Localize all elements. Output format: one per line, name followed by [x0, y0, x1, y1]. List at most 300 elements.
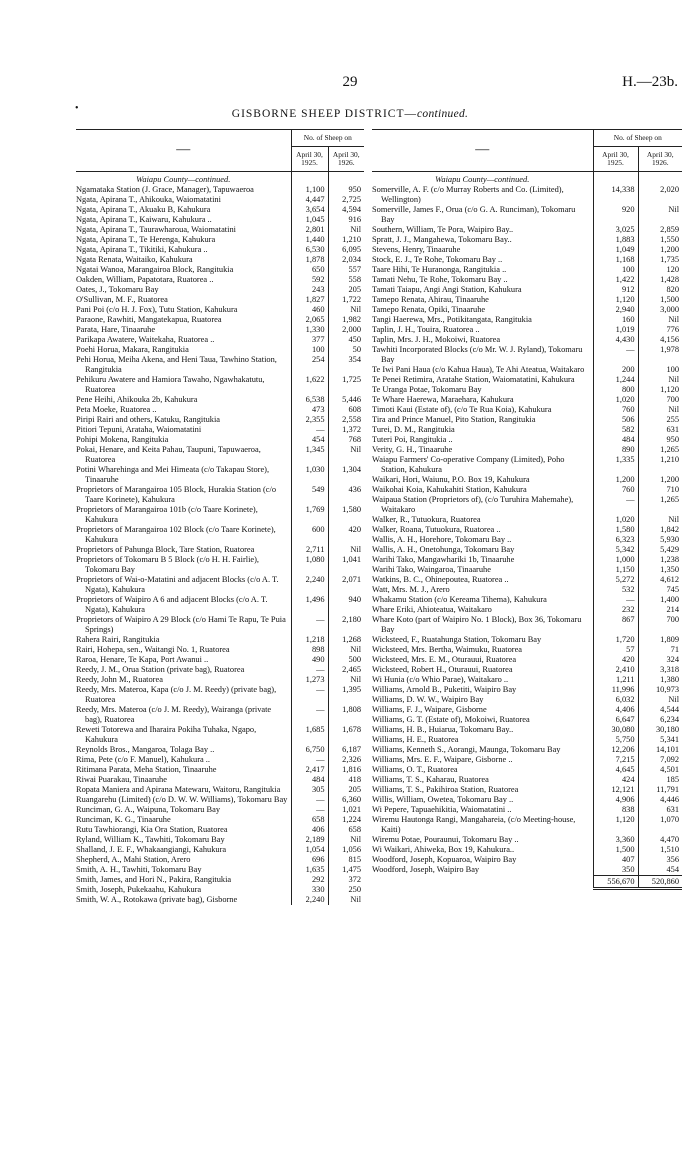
sheep-1925: 4,430 — [593, 335, 638, 345]
table-row — [76, 865, 364, 875]
sheep-1926: 185 — [638, 775, 682, 785]
sheep-1926: 10,973 — [638, 685, 682, 695]
owner-name: Proprietors of Waipiro A 6 and adjacent Blocks (c/o A. T. Ngata), Kahukura — [76, 595, 268, 614]
table-row — [372, 785, 682, 795]
sheep-1926: 5,930 — [638, 535, 682, 545]
sheep-1926: 1,510 — [638, 845, 682, 855]
sheep-1926: 1,475 — [328, 865, 364, 875]
sheep-1926: 1,120 — [638, 385, 682, 395]
sheep-1925: 200 — [593, 365, 638, 375]
owner-name: Whare Koto (part of Waipiro No. 1 Block), Box 36, Tokomaru Bay — [372, 615, 582, 634]
table-row — [372, 205, 682, 225]
sheep-1925: 3,360 — [593, 835, 638, 845]
sheep-1925: 1,878 — [291, 255, 328, 265]
table-row — [76, 395, 364, 405]
left-column — [76, 129, 364, 905]
sheep-1925: 760 — [593, 405, 638, 415]
owner-name: Tawhiti Incorporated Blocks (c/o Mr. W. J. Ryland), Tokomaru Bay — [372, 345, 583, 364]
owner-name: Waiapu Farmers' Co-operative Company (Limited), Poho Station, Kahukura — [372, 455, 565, 474]
page-title-continued: continued. — [417, 108, 469, 120]
sheep-1925: 890 — [593, 445, 638, 455]
owner-name: Pehi Horua, Meiha Akena, and Heni Taua, Tawhino Station, Rangitukia — [76, 355, 277, 374]
sheep-1925: 1,440 — [291, 235, 328, 245]
sheep-1925: 592 — [291, 275, 328, 285]
owner-name: Waikari, Hori, Waiunu, P.O. Box 19, Kahukura — [372, 475, 530, 484]
sheep-1926: Nil — [328, 835, 364, 845]
sheep-1926: Nil — [328, 305, 364, 315]
owner-name: Pani Poi (c/o H. J. Fox), Tutu Station, Kahukura — [76, 305, 238, 314]
sheep-1926: 1,041 — [328, 555, 364, 575]
sheep-1926: 631 — [638, 805, 682, 815]
sheep-1925: 1,244 — [593, 375, 638, 385]
table-row — [372, 745, 682, 755]
sheep-1926: 1,210 — [638, 455, 682, 475]
owner-name: Woodford, Joseph, Kopuaroa, Waipiro Bay — [372, 855, 517, 864]
sheep-1925: 484 — [291, 775, 328, 785]
table-row — [372, 345, 682, 365]
sheep-1925: 1,422 — [593, 275, 638, 285]
total-label-cell — [372, 876, 593, 889]
owner-name: Smith, James, and Hori N., Pakira, Rangitukia — [76, 875, 232, 884]
owner-name: Wi Hunia (c/o Whio Parae), Waitakaro .. — [372, 675, 509, 684]
sheep-1926: 916 — [328, 215, 364, 225]
sheep-1925: 1,500 — [593, 845, 638, 855]
owner-name: Somerville, James F., Orua (c/o G. A. Runciman), Tokomaru Bay — [372, 205, 576, 224]
owner-name: Proprietors of Marangairoa 101b (c/o Taare Korinete), Kahukura — [76, 505, 258, 524]
owner-name: O'Sullivan, M. F., Ruatorea — [76, 295, 168, 304]
sheep-1926: 5,446 — [328, 395, 364, 405]
sheep-1926: Nil — [638, 405, 682, 415]
table-row — [76, 325, 364, 335]
sheep-1925: 1,622 — [291, 375, 328, 395]
sheep-1926: 420 — [328, 525, 364, 545]
owner-name: Ngata, Apirana T., Kaiwaru, Kahukura .. — [76, 215, 212, 224]
owner-name: Poehi Horua, Makara, Rangitukia — [76, 345, 189, 354]
owner-name: Tamati Taiapu, Angi Angi Station, Kahukura — [372, 285, 522, 294]
sheep-1925: 658 — [291, 815, 328, 825]
owner-name: Pitiori Tepuni, Arataha, Waiomatatini — [76, 425, 202, 434]
sheep-1925: 920 — [593, 205, 638, 225]
owner-name: Wicksteed, F., Ruatahunga Station, Tokomaru Bay — [372, 635, 542, 644]
table-row — [372, 305, 682, 315]
sheep-1926: 745 — [638, 585, 682, 595]
sheep-1926: 14,101 — [638, 745, 682, 755]
owner-name: Ryland, William K., Tawhiti, Tokomaru Bay — [76, 835, 225, 844]
sheep-1925: 1,200 — [593, 475, 638, 485]
owner-name: Wiremu Hautonga Rangi, Mangahareia, (c/o Meeting-house, Kaiti) — [372, 815, 576, 834]
sheep-1925: 5,342 — [593, 545, 638, 555]
sheep-1925: 6,323 — [593, 535, 638, 545]
owner-name: Southern, William, Te Pora, Waipiro Bay.. — [372, 225, 514, 234]
owner-name: Proprietors of Marangairoa 105 Block, Hurakia Station (c/o Taare Korinete), Kahukura — [76, 485, 277, 504]
table-row — [372, 655, 682, 665]
sheep-1925: 7,215 — [593, 755, 638, 765]
sheep-1925: 760 — [593, 485, 638, 495]
table-row — [76, 355, 364, 375]
table-row — [372, 675, 682, 685]
sheep-1926: 3,000 — [638, 305, 682, 315]
owner-name: Somerville, A. F. (c/o Murray Roberts and Co. (Limited), Wellington) — [372, 185, 564, 204]
sheep-1925: 484 — [593, 435, 638, 445]
owner-name: Spratt, J. J., Mangahewa, Tokomaru Bay.. — [372, 235, 512, 244]
sheep-1925: 1,330 — [291, 325, 328, 335]
sheep-1926: 1,400 — [638, 595, 682, 605]
table-row — [76, 245, 364, 255]
table-row — [76, 665, 364, 675]
sheep-1926: 1,200 — [638, 245, 682, 255]
sheep-1925: 1,273 — [291, 675, 328, 685]
table-row — [372, 405, 682, 415]
owner-name: Oakden, William, Papatotara, Ruatorea .. — [76, 275, 214, 284]
sheep-1926: Nil — [638, 205, 682, 225]
owner-name: Walker, R., Tutuokura, Ruatorea — [372, 515, 481, 524]
table-row — [76, 235, 364, 245]
sheep-1926: 1,238 — [638, 555, 682, 565]
table-row — [76, 305, 364, 315]
sheep-1926: 7,092 — [638, 755, 682, 765]
sheep-1926: 1,500 — [638, 295, 682, 305]
owner-name: Williams, G. T. (Estate of), Mokoiwi, Ruatorea — [372, 715, 530, 724]
table-row — [372, 555, 682, 565]
sheep-1926: Nil — [638, 695, 682, 705]
left-sheep-table — [76, 129, 364, 905]
table-row — [76, 885, 364, 895]
table-row — [76, 295, 364, 305]
owner-name: Smith, Joseph, Pukekaahu, Kahukura — [76, 885, 202, 894]
sheep-1926: 1,725 — [328, 375, 364, 395]
owner-name: Williams, F. J., Waipare, Gisborne — [372, 705, 487, 714]
table-row — [76, 335, 364, 345]
table-row — [372, 365, 682, 375]
table-row — [76, 195, 364, 205]
sheep-1926: 2,180 — [328, 615, 364, 635]
sheep-1926: 2,000 — [328, 325, 364, 335]
sheep-1926: 700 — [638, 615, 682, 635]
sheep-1926: 120 — [638, 265, 682, 275]
table-row — [76, 675, 364, 685]
sheep-1926: 1,265 — [638, 445, 682, 455]
sheep-1926: 1,304 — [328, 465, 364, 485]
page-number: 29 — [342, 74, 358, 90]
owner-column-header: — — [76, 130, 291, 172]
owner-name: Tamepo Renata, Opiki, Tinaaruhe — [372, 305, 486, 314]
owner-name: Williams, Arnold B., Puketiti, Waipiro Bay — [372, 685, 517, 694]
owner-name: Ngata Renata, Waitaiko, Kahukura — [76, 255, 193, 264]
sheep-1925: 2,240 — [291, 575, 328, 595]
sheep-1925: 2,189 — [291, 835, 328, 845]
sheep-1925: 12,121 — [593, 785, 638, 795]
sheep-1926: 1,380 — [638, 675, 682, 685]
table-row — [76, 615, 364, 635]
sheep-1925: 1,000 — [593, 555, 638, 565]
sheep-1926: 255 — [638, 415, 682, 425]
sheep-1925: 800 — [593, 385, 638, 395]
col-1926-header: April 30, 1926. — [328, 147, 364, 172]
sheep-1926: Nil — [328, 225, 364, 235]
owner-name: Ngata, Apirana T., Te Herenga, Kahukura — [76, 235, 216, 244]
table-row — [372, 455, 682, 475]
owner-name: Whare Eriki, Ahioteatua, Waitakaro — [372, 605, 492, 614]
table-row — [372, 615, 682, 635]
table-row — [372, 485, 682, 495]
sheep-1926: 1,816 — [328, 765, 364, 775]
sheep-count-group-header: No. of Sheep on — [593, 130, 682, 147]
sheep-1926: 500 — [328, 655, 364, 665]
sheep-1925: 1,685 — [291, 725, 328, 745]
sheep-1925: 292 — [291, 875, 328, 885]
sheep-1925: 490 — [291, 655, 328, 665]
sheep-1926: 768 — [328, 435, 364, 445]
sheep-1926: 1,722 — [328, 295, 364, 305]
sheep-1926: 418 — [328, 775, 364, 785]
right-sheep-table — [372, 129, 682, 890]
owner-name: Rahera Rairi, Rangitukia — [76, 635, 160, 644]
sheep-1926: 4,446 — [638, 795, 682, 805]
owner-name: Wiremu Potae, Pouraunui, Tokomaru Bay .. — [372, 835, 519, 844]
sheep-1926: 436 — [328, 485, 364, 505]
sheep-1925: 5,272 — [593, 575, 638, 585]
owner-name: Proprietors of Wai-o-Matatini and adjacent Blocks (c/o A. T. Ngata), Kahukura — [76, 575, 279, 594]
sheep-1926: 354 — [328, 355, 364, 375]
owner-name: Te Uranga Potae, Tokomaru Bay — [372, 385, 482, 394]
sheep-1925: 867 — [593, 615, 638, 635]
table-row — [372, 695, 682, 705]
table-row — [372, 185, 682, 205]
owner-name: Te Whare Haerewa, Maraehara, Kahukura — [372, 395, 514, 404]
table-row — [372, 265, 682, 275]
sheep-1926: 2,020 — [638, 185, 682, 205]
sheep-1925: 2,240 — [291, 895, 328, 905]
sheep-1925: 1,635 — [291, 865, 328, 875]
sheep-1925: 1,150 — [593, 565, 638, 575]
sheep-1926: 4,501 — [638, 765, 682, 775]
sheep-1926: 30,180 — [638, 725, 682, 735]
sheep-1925: 1,030 — [291, 465, 328, 485]
sheep-1926: 4,156 — [638, 335, 682, 345]
table-row — [372, 495, 682, 515]
sheep-1926: 1,268 — [328, 635, 364, 645]
sheep-1926: 6,095 — [328, 245, 364, 255]
sheep-1926: Nil — [328, 895, 364, 905]
sheep-1925: 3,025 — [593, 225, 638, 235]
owner-name: Ngata, Apirana T., Tikitiki, Kahukura .. — [76, 245, 208, 254]
owner-name: Proprietors of Waipiro A 29 Block (c/o Hami Te Rapu, Te Puia Springs) — [76, 615, 286, 634]
owner-name: Runciman, K. G., Tinaaruhe — [76, 815, 171, 824]
owner-name: Ngata, Apirana T., Ahikouka, Waiomatatini — [76, 195, 221, 204]
sheep-1925: 330 — [291, 885, 328, 895]
sheep-1925: — — [593, 595, 638, 605]
sheep-1925: 1,019 — [593, 325, 638, 335]
sheep-1925: — — [593, 345, 638, 365]
table-row — [76, 645, 364, 655]
owner-name: Tamepo Renata, Ahirau, Tinaaruhe — [372, 295, 489, 304]
sheep-1926: 454 — [638, 865, 682, 876]
sheep-1926: Nil — [328, 545, 364, 555]
sheep-1925: — — [291, 805, 328, 815]
sheep-1926: 950 — [638, 435, 682, 445]
table-row — [76, 805, 364, 815]
owner-name: Ngata, Apirana T., Akuaku B, Kahukura — [76, 205, 211, 214]
table-row — [372, 645, 682, 655]
total-row — [372, 876, 682, 889]
sheep-1925: 898 — [291, 645, 328, 655]
table-row — [76, 635, 364, 645]
sheep-1926: 1,678 — [328, 725, 364, 745]
table-header-row — [372, 130, 682, 147]
sheep-1925: 243 — [291, 285, 328, 295]
sheep-1925: 2,711 — [291, 545, 328, 555]
sheep-1926: 6,234 — [638, 715, 682, 725]
table-row — [372, 735, 682, 745]
owner-name: Williams, Mrs. E. F., Waipare, Gisborne .. — [372, 755, 513, 764]
sheep-1926: 2,034 — [328, 255, 364, 265]
sheep-1926: 1,842 — [638, 525, 682, 535]
sheep-1926: 1,428 — [638, 275, 682, 285]
sheep-1925: 1,211 — [593, 675, 638, 685]
owner-name: Whakamu Station (c/o Kereama Tihema), Kahukura — [372, 595, 547, 604]
sheep-1925: 1,335 — [593, 455, 638, 475]
sheep-1925: 232 — [593, 605, 638, 615]
sheep-1925: 1,218 — [291, 635, 328, 645]
table-row — [372, 445, 682, 455]
sheep-1926: 6,187 — [328, 745, 364, 755]
owner-name: Waipaua Station (Proprietors of), (c/o Turuhira Mahemahe), Waitakaro — [372, 495, 574, 514]
owner-name: Ruangarehu (Limited) (c/o D. W. W. Williams), Tokomaru Bay — [76, 795, 288, 804]
sheep-1926: 6,360 — [328, 795, 364, 805]
sheep-1926: 1,809 — [638, 635, 682, 645]
sheep-1925: 696 — [291, 855, 328, 865]
table-row — [372, 295, 682, 305]
owner-name: Watt, Mrs. M. J., Arero — [372, 585, 450, 594]
table-row — [76, 225, 364, 235]
sheep-1925: — — [291, 615, 328, 635]
table-row — [372, 375, 682, 385]
owner-name: Verity, G. H., Tinaaruhe — [372, 445, 453, 454]
table-header-row — [76, 130, 364, 147]
sheep-1925: 2,940 — [593, 305, 638, 315]
owner-name: Shepherd, A., Mahi Station, Arero — [76, 855, 191, 864]
sheep-1925: 57 — [593, 645, 638, 655]
sheep-1926: 950 — [328, 185, 364, 195]
sheep-1925: 2,410 — [593, 665, 638, 675]
owner-name: Walker, Roana, Tutuokura, Ruatorea .. — [372, 525, 501, 534]
table-row — [372, 605, 682, 615]
table-row — [372, 415, 682, 425]
sheep-1926: 3,318 — [638, 665, 682, 675]
table-row — [76, 405, 364, 415]
sheep-1925: 377 — [291, 335, 328, 345]
sheep-1925: 912 — [593, 285, 638, 295]
sheep-1925: 1,120 — [593, 295, 638, 305]
owner-name: Ropata Maniera and Apirana Matewaru, Waitoru, Rangitukia — [76, 785, 281, 794]
table-row — [372, 775, 682, 785]
sheep-1926: 557 — [328, 265, 364, 275]
section-row — [76, 172, 364, 186]
sheep-1925: 1,720 — [593, 635, 638, 645]
table-row — [372, 425, 682, 435]
sheep-1925: 1,827 — [291, 295, 328, 305]
table-row — [372, 805, 682, 815]
col-1925-header: April 30, 1925. — [593, 147, 638, 172]
table-row — [372, 635, 682, 645]
sheep-1926: 1,808 — [328, 705, 364, 725]
table-row — [372, 585, 682, 595]
owner-name: Warihi Tako, Mangawhariki 1b, Tinaaruhe — [372, 555, 515, 564]
sheep-1926: 815 — [328, 855, 364, 865]
sheep-1926: Nil — [638, 315, 682, 325]
sheep-1926: 1,021 — [328, 805, 364, 815]
sheep-1925: — — [291, 795, 328, 805]
sheep-1925: 420 — [593, 655, 638, 665]
owner-name: Williams, H. B., Huiarua, Tokomaru Bay.. — [372, 725, 514, 734]
sheep-1926: 710 — [638, 485, 682, 495]
sheep-1926: 250 — [328, 885, 364, 895]
document-code: H.—23b. — [622, 74, 678, 90]
sheep-1926: 205 — [328, 285, 364, 295]
table-row — [76, 845, 364, 855]
col-1925-header: April 30, 1925. — [291, 147, 328, 172]
sheep-1925: — — [291, 705, 328, 725]
owner-name: Taplin, Mrs. J. H., Mokoiwi, Ruatorea — [372, 335, 501, 344]
sheep-1926: 820 — [638, 285, 682, 295]
sheep-1926: 5,429 — [638, 545, 682, 555]
owner-name: Williams, T. S., Pakihiroa Station, Ruatorea — [372, 785, 519, 794]
sheep-1926: 776 — [638, 325, 682, 335]
sheep-1926: 2,558 — [328, 415, 364, 425]
table-row — [76, 435, 364, 445]
table-row — [372, 715, 682, 725]
sheep-1925: 1,054 — [291, 845, 328, 855]
sheep-1925: 2,065 — [291, 315, 328, 325]
page-title-main: GISBORNE SHEEP DISTRICT— — [231, 108, 417, 120]
sheep-1925: 1,580 — [593, 525, 638, 535]
sheep-1926: 658 — [328, 825, 364, 835]
col-1926-header: April 30, 1926. — [638, 147, 682, 172]
sheep-1926: 1,978 — [638, 345, 682, 365]
sheep-1926: 1,350 — [638, 565, 682, 575]
owner-name: Rutu Tawhiorangi, Kia Ora Station, Ruatorea — [76, 825, 228, 834]
sheep-1925: 406 — [291, 825, 328, 835]
sheep-1925: — — [593, 495, 638, 515]
table-row — [76, 745, 364, 755]
sheep-1925: 1,496 — [291, 595, 328, 615]
owner-name: Wi Waikari, Ahiweka, Box 19, Kahukura.. — [372, 845, 515, 854]
table-row — [372, 325, 682, 335]
table-row — [372, 245, 682, 255]
sheep-1926: 1,395 — [328, 685, 364, 705]
sheep-1926: 1,580 — [328, 505, 364, 525]
table-row — [372, 855, 682, 865]
owner-name: Pehikuru Awatere and Hamiora Tawaho, Ngawhakatutu, Ruatorea — [76, 375, 265, 394]
owner-name: Warihi Tako, Waingaroa, Tinaaruhe — [372, 565, 491, 574]
page-title — [0, 108, 700, 120]
owner-name: Smith, W. A., Rotokawa (private bag), Gisborne — [76, 895, 238, 904]
sheep-1925: 1,045 — [291, 215, 328, 225]
table-row — [76, 835, 364, 845]
table-row — [76, 275, 364, 285]
sheep-1925: 582 — [593, 425, 638, 435]
owner-name: Potini Wharehinga and Mei Himeata (c/o Takapau Store), Tinaaruhe — [76, 465, 270, 484]
owner-name: Proprietors of Tokomaru B 5 Block (c/o H. H. Fairlie), Tokomaru Bay — [76, 555, 260, 574]
table-row — [372, 435, 682, 445]
owner-name: Williams, Kenneth S., Aorangi, Maunga, Tokomaru Bay — [372, 745, 561, 754]
owner-name: Wallis, A. H., Horehore, Tokomaru Bay .. — [372, 535, 512, 544]
sheep-1925: 14,338 — [593, 185, 638, 205]
sheep-1925: 549 — [291, 485, 328, 505]
sheep-1926: 2,465 — [328, 665, 364, 675]
table-row — [372, 835, 682, 845]
owner-name: Reedy, Mrs. Materoa, Kapa (c/o J. M. Reedy) (private bag), Ruatorea — [76, 685, 277, 704]
